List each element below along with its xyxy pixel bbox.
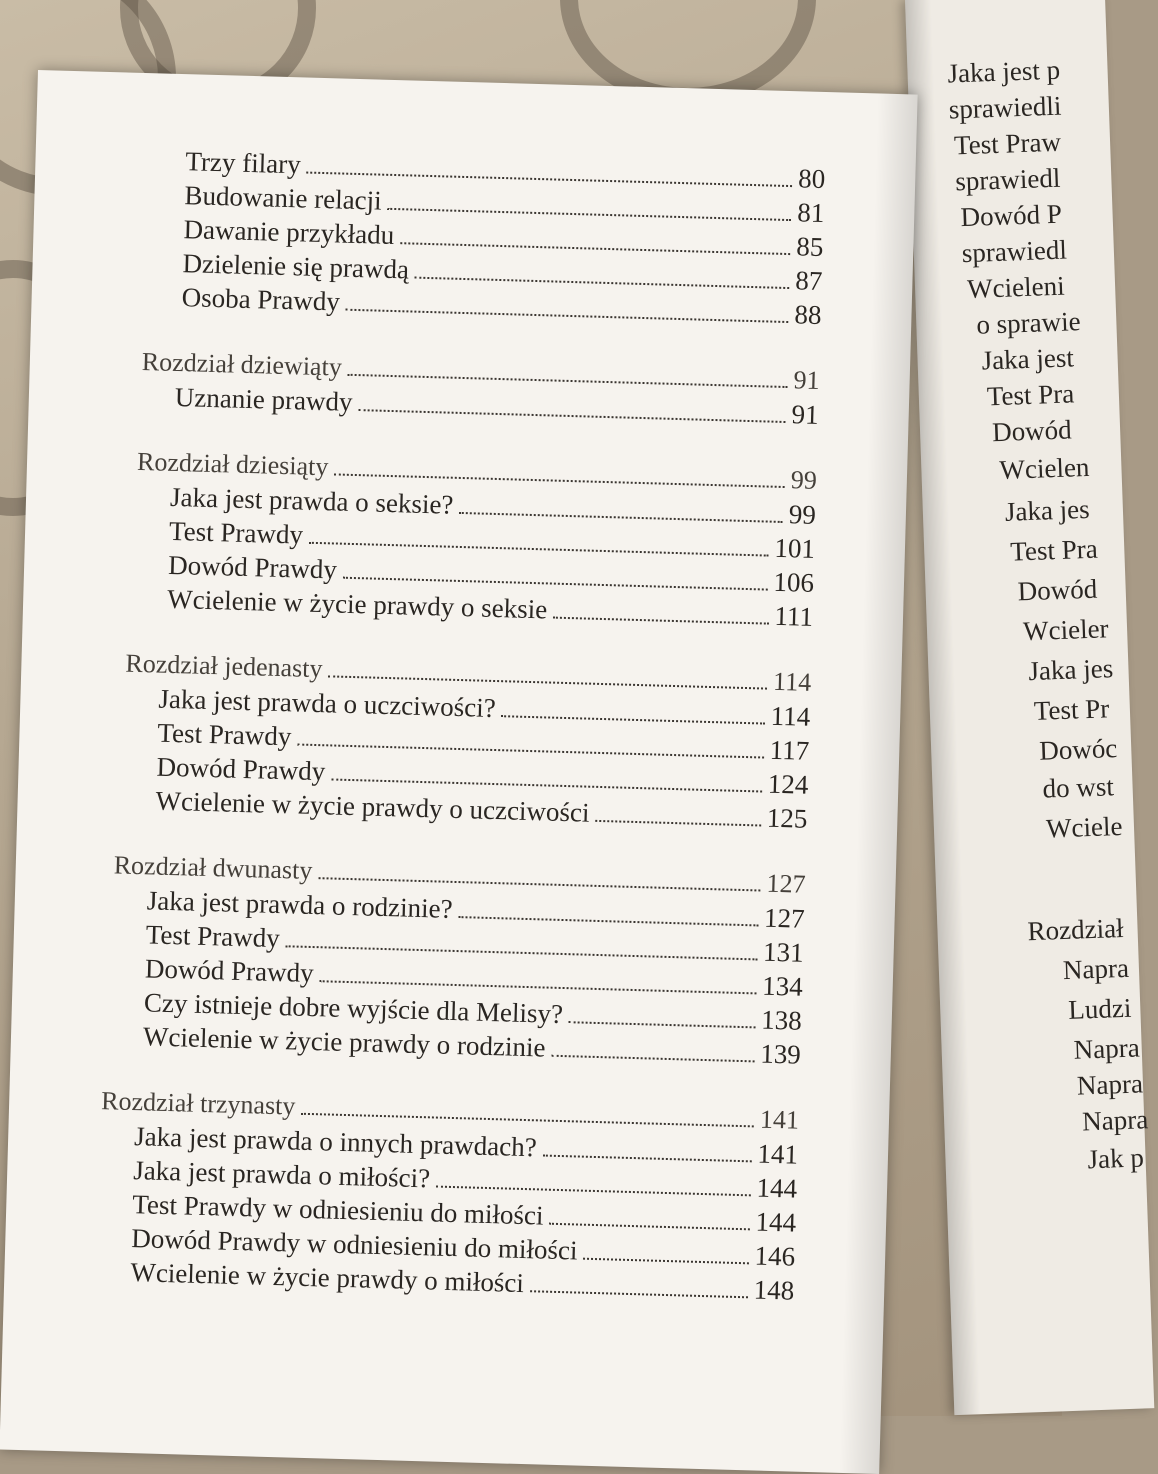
toc-leader-dots: [309, 541, 769, 557]
toc-entry-title: Wcielenie w życie prawdy o uczciwości: [155, 785, 590, 828]
right-page-line: Jaka jes: [1004, 493, 1091, 527]
toc-entry-page: 125: [766, 802, 808, 834]
toc-entry-title: Jaka jest prawda o uczciwości?: [158, 683, 497, 724]
right-page-line: Wciele: [1045, 810, 1123, 844]
toc-leader-dots: [551, 1054, 754, 1063]
toc-leader-dots: [334, 472, 785, 488]
toc-leader-dots: [436, 1185, 751, 1197]
right-page-line: Rozdział: [1027, 912, 1125, 947]
toc-entry-title: Wcielenie w życie prawdy o seksie: [166, 583, 548, 625]
right-page-line: o sprawie: [975, 306, 1082, 340]
toc-entry-title: Dowód Prawdy w odniesieniu do miłości: [131, 1223, 578, 1266]
toc-entry-page: 141: [757, 1138, 799, 1170]
toc-entry-title: Jaka jest prawda o seksie?: [169, 481, 454, 520]
toc-entry-title: Czy istnieje dobre wyjście dla Melisy?: [143, 987, 564, 1030]
right-page-line: sprawiedli: [948, 90, 1062, 125]
right-page-line: Wcieler: [1022, 613, 1110, 647]
toc-entry-page: 91: [791, 399, 820, 430]
right-page-line: Napra: [1073, 1032, 1141, 1065]
toc-entry-page: 99: [790, 465, 818, 495]
toc-entry-title: Test Prawdy: [145, 919, 281, 954]
toc-entry-page: 114: [770, 700, 811, 732]
toc-entry-title: Dowód Prawdy: [144, 953, 315, 989]
toc-leader-dots: [318, 876, 760, 891]
toc-leader-dots: [348, 373, 788, 388]
right-page-line: Jaka jes: [1027, 653, 1114, 687]
toc-entry-title: Rozdział dziewiąty: [141, 347, 343, 382]
toc-leader-dots: [319, 979, 756, 994]
toc-entry-page: 144: [755, 1206, 797, 1238]
toc-entry-title: Wcielenie w życie prawdy o rodzinie: [142, 1021, 546, 1063]
toc-leader-dots: [542, 1154, 751, 1163]
toc-entry-page: 114: [772, 666, 812, 697]
toc-entry-title: Dowód Prawdy: [156, 751, 326, 787]
toc-entry-page: 138: [760, 1004, 803, 1036]
right-page-line: Dowód: [1017, 573, 1098, 607]
toc-entry-page: 148: [753, 1274, 795, 1306]
right-page-line: Dowód P: [960, 198, 1063, 233]
right-page-line: Ludzi: [1067, 992, 1132, 1025]
toc-entry-title: Rozdział dwunasty: [113, 850, 313, 885]
toc-entry-page: 81: [796, 197, 825, 229]
toc-leader-dots: [415, 276, 790, 289]
toc-entry-title: Rozdział dziesiąty: [136, 446, 329, 482]
toc-entry-page: 134: [761, 970, 804, 1002]
toc-leader-dots: [595, 819, 760, 827]
toc-leader-dots: [358, 408, 785, 423]
toc-entry-page: 87: [795, 265, 823, 296]
toc-entry-title: Wcielenie w życie prawdy o miłości: [130, 1257, 525, 1299]
toc-entry-title: Dzielenie się prawdą: [182, 248, 410, 285]
right-page-line: Dowóc: [1038, 733, 1118, 766]
toc-entry-page: 80: [797, 163, 826, 195]
toc-entry-page: 117: [769, 734, 810, 766]
right-page-line: Jaka jest p: [947, 54, 1061, 89]
toc-leader-dots: [331, 777, 762, 792]
right-page-line: Jak p: [1087, 1142, 1145, 1175]
toc-entry-title: Jaka jest prawda o innych prawdach?: [133, 1121, 538, 1163]
right-page-line: Test Pra: [986, 378, 1075, 412]
toc-entry-title: Test Prawdy: [157, 717, 292, 752]
toc-entry-page: 88: [794, 299, 822, 330]
right-page-line: Napra: [1076, 1068, 1144, 1101]
right-page-line: Napra: [1062, 952, 1130, 986]
right-page-line: sprawiedl: [961, 234, 1068, 269]
toc-entry-title: Dawanie przykładu: [183, 214, 395, 251]
toc-leader-dots: [549, 1222, 749, 1231]
toc-leader-dots: [501, 714, 764, 724]
toc-entry-title: Jaka jest prawda o rodzinie?: [146, 885, 454, 924]
toc-leader-dots: [328, 674, 767, 689]
toc-entry-page: 144: [756, 1172, 798, 1204]
toc-leader-dots: [297, 742, 764, 758]
right-page-line: Jaka jest: [981, 342, 1075, 376]
right-page-line: Test Pra: [1009, 533, 1099, 567]
right-page-line: Wcielen: [998, 451, 1090, 485]
toc-entry-page: 139: [759, 1038, 802, 1070]
toc-entry-title: Test Prawdy w odniesieniu do miłości: [131, 1189, 544, 1231]
toc-entry-page: 124: [767, 768, 809, 800]
toc-leader-dots: [458, 915, 758, 926]
right-page-line: Napra: [1081, 1104, 1149, 1137]
toc-entry-page: 111: [774, 600, 814, 632]
toc-entry-title: Jaka jest prawda o miłości?: [132, 1155, 431, 1194]
toc-leader-dots: [553, 616, 768, 625]
toc-entry-page: 141: [759, 1104, 800, 1135]
toc-entry-page: 127: [763, 902, 806, 934]
toc-entry-title: Rozdział trzynasty: [100, 1086, 296, 1121]
toc-leader-dots: [569, 1020, 755, 1028]
toc-leader-dots: [343, 576, 768, 591]
toc-entry-page: 131: [762, 936, 805, 968]
left-page: [0, 70, 918, 1474]
toc-entry-title: Test Prawdy: [168, 515, 304, 550]
toc-entry-title: Osoba Prawdy: [181, 282, 341, 317]
toc-entry-page: 106: [773, 566, 815, 598]
toc-leader-dots: [530, 1289, 748, 1298]
toc-entry-title: Uznanie prawdy: [174, 381, 353, 417]
toc-leader-dots: [387, 207, 791, 221]
toc-entry-page: 127: [766, 868, 806, 899]
right-page-line: do wst: [1042, 771, 1115, 804]
toc-entry-title: Trzy filary: [185, 146, 302, 180]
right-page-line: Test Pr: [1033, 693, 1110, 726]
toc-entry-title: Budowanie relacji: [184, 180, 383, 216]
toc-leader-dots: [400, 241, 790, 255]
toc-leader-dots: [301, 1112, 754, 1128]
right-page-line: sprawiedl: [954, 162, 1061, 197]
toc-entry-title: Rozdział jedenasty: [125, 648, 323, 684]
toc-leader-dots: [583, 1257, 748, 1265]
toc-entry-page: 146: [754, 1240, 796, 1272]
toc-leader-dots: [285, 944, 757, 960]
toc-entry-page: 85: [795, 231, 824, 262]
toc-entry-page: 91: [793, 365, 821, 395]
toc-entry-page: 99: [788, 499, 817, 530]
toc-entry-title: Dowód Prawdy: [167, 549, 338, 585]
toc-leader-dots: [459, 511, 783, 523]
right-page-line: Dowód: [991, 414, 1073, 448]
toc-leader-dots: [346, 308, 789, 323]
right-page-line: Wcieleni: [966, 270, 1066, 304]
toc-entry-page: 101: [774, 532, 816, 564]
right-page-line: Test Praw: [953, 126, 1062, 161]
